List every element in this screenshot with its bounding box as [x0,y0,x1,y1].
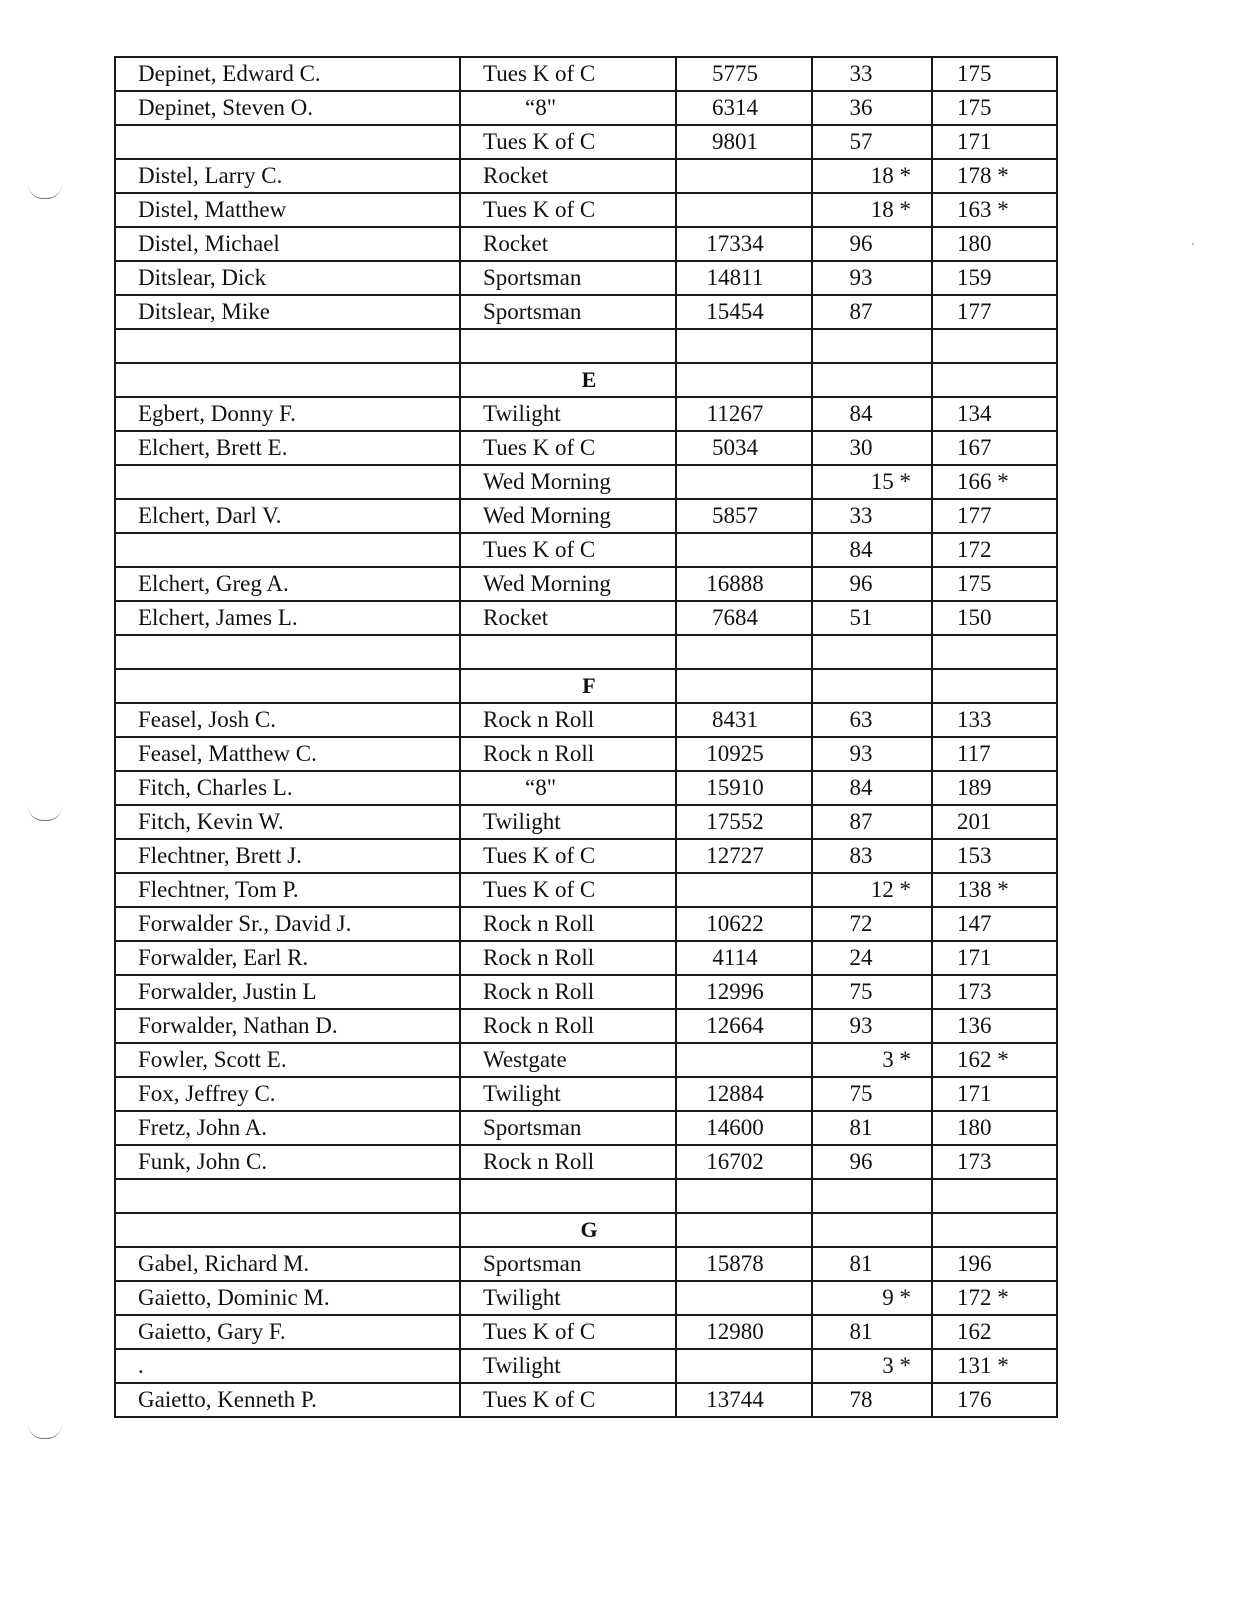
table-row [115,1247,1057,1281]
table-row [115,1043,1057,1077]
league-cell: Twilight [460,397,676,431]
average-cell: 177 [932,499,1057,533]
average-cell: 176 [932,1383,1057,1417]
bowler-name-cell: Depinet, Edward C. [115,57,460,91]
bowler-name-cell: Feasel, Matthew C. [115,737,460,771]
league-cell: Rocket [460,601,676,635]
total-pins-cell: 8431 [676,703,812,737]
empty-cell [676,635,812,669]
total-pins-cell: 15878 [676,1247,812,1281]
average-cell: 138 * [932,873,1057,907]
league-cell: “8" [460,771,676,805]
games-cell: 84 [812,397,932,431]
total-pins-cell: 5775 [676,57,812,91]
table-row [115,397,1057,431]
games-cell: 3 * [812,1043,932,1077]
games-cell: 33 [812,499,932,533]
empty-cell [812,669,932,703]
average-cell: 134 [932,397,1057,431]
games-cell: 3 * [812,1349,932,1383]
league-cell: Wed Morning [460,465,676,499]
games-cell: 12 * [812,873,932,907]
league-cell: Rocket [460,159,676,193]
league-cell: Twilight [460,1349,676,1383]
empty-cell [932,1213,1057,1247]
average-cell: 175 [932,57,1057,91]
average-cell: 173 [932,975,1057,1009]
empty-cell [676,329,812,363]
total-pins-cell: 4114 [676,941,812,975]
bowler-name-cell: Fox, Jeffrey C. [115,1077,460,1111]
empty-cell [932,329,1057,363]
average-cell: 175 [932,567,1057,601]
total-pins-cell: 17552 [676,805,812,839]
table-row [115,533,1057,567]
games-cell: 75 [812,975,932,1009]
total-pins-cell: 12980 [676,1315,812,1349]
bowler-name-cell: Ditslear, Mike [115,295,460,329]
average-cell: 201 [932,805,1057,839]
games-cell: 30 [812,431,932,465]
average-cell: 189 [932,771,1057,805]
empty-cell [676,363,812,397]
bowler-name-cell: Elchert, Greg A. [115,567,460,601]
games-cell: 72 [812,907,932,941]
games-cell: 18 * [812,193,932,227]
league-cell: Rock n Roll [460,737,676,771]
table-row [115,703,1057,737]
bowler-name-cell: Fitch, Charles L. [115,771,460,805]
total-pins-cell: 9801 [676,125,812,159]
section-letter: F [460,669,676,703]
league-cell: Westgate [460,1043,676,1077]
table-row [115,907,1057,941]
bowler-name-cell: Gaietto, Dominic M. [115,1281,460,1315]
league-cell: Rock n Roll [460,703,676,737]
league-cell: Wed Morning [460,567,676,601]
table-row [115,567,1057,601]
bowler-name-cell: Gaietto, Kenneth P. [115,1383,460,1417]
bowler-name-cell: Gaietto, Gary F. [115,1315,460,1349]
empty-cell [676,1179,812,1213]
section-header-row [115,363,1057,397]
games-cell: 84 [812,533,932,567]
bowler-name-cell [115,465,460,499]
total-pins-cell: 12996 [676,975,812,1009]
average-cell: 175 [932,91,1057,125]
bowler-name-cell: Feasel, Josh C. [115,703,460,737]
games-cell: 9 * [812,1281,932,1315]
games-cell: 93 [812,1009,932,1043]
hole-punch-mark-middle [28,806,62,821]
games-cell: 78 [812,1383,932,1417]
section-letter: E [460,363,676,397]
table-row [115,975,1057,1009]
league-cell: “8" [460,91,676,125]
bowler-name-cell: Elchert, Brett E. [115,431,460,465]
games-cell: 36 [812,91,932,125]
league-cell: Twilight [460,1077,676,1111]
total-pins-cell: 12884 [676,1077,812,1111]
total-pins-cell [676,533,812,567]
average-cell: 153 [932,839,1057,873]
league-cell: Tues K of C [460,839,676,873]
league-cell: Sportsman [460,1111,676,1145]
league-cell: Tues K of C [460,1383,676,1417]
bowler-name-cell: Forwalder, Nathan D. [115,1009,460,1043]
total-pins-cell: 15910 [676,771,812,805]
table-row [115,737,1057,771]
average-cell: 150 [932,601,1057,635]
table-row [115,771,1057,805]
total-pins-cell [676,159,812,193]
table-row [115,91,1057,125]
table-body [115,57,1057,1417]
bowler-name-cell: Fowler, Scott E. [115,1043,460,1077]
bowler-name-cell: Elchert, James L. [115,601,460,635]
table-row [115,873,1057,907]
league-cell: Rock n Roll [460,1009,676,1043]
empty-cell [812,635,932,669]
bowler-name-cell: Distel, Michael [115,227,460,261]
bowler-name-cell: Flechtner, Brett J. [115,839,460,873]
games-cell: 18 * [812,159,932,193]
average-cell: 171 [932,1077,1057,1111]
average-cell: 133 [932,703,1057,737]
games-cell: 24 [812,941,932,975]
total-pins-cell: 5034 [676,431,812,465]
total-pins-cell: 10925 [676,737,812,771]
bowler-name-cell: . [115,1349,460,1383]
league-cell: Rock n Roll [460,907,676,941]
total-pins-cell: 6314 [676,91,812,125]
games-cell: 81 [812,1111,932,1145]
empty-cell [115,635,460,669]
games-cell: 87 [812,805,932,839]
empty-cell [115,329,460,363]
empty-cell [115,669,460,703]
games-cell: 93 [812,261,932,295]
section-header-row [115,1213,1057,1247]
average-cell: 117 [932,737,1057,771]
league-cell: Sportsman [460,1247,676,1281]
total-pins-cell [676,1349,812,1383]
scan-speck [1192,243,1194,245]
bowler-name-cell [115,125,460,159]
table-row [115,1281,1057,1315]
table-row [115,431,1057,465]
table-row [115,193,1057,227]
league-cell: Tues K of C [460,193,676,227]
games-cell: 81 [812,1247,932,1281]
empty-cell [812,1213,932,1247]
games-cell: 83 [812,839,932,873]
games-cell: 15 * [812,465,932,499]
total-pins-cell: 16888 [676,567,812,601]
table-row [115,1009,1057,1043]
average-cell: 136 [932,1009,1057,1043]
table-row [115,805,1057,839]
league-cell: Tues K of C [460,533,676,567]
average-cell: 171 [932,941,1057,975]
table-row [115,295,1057,329]
average-cell: 177 [932,295,1057,329]
total-pins-cell: 13744 [676,1383,812,1417]
average-cell: 180 [932,227,1057,261]
empty-cell [115,1213,460,1247]
table-row [115,1077,1057,1111]
games-cell: 57 [812,125,932,159]
league-cell: Rock n Roll [460,1145,676,1179]
bowler-name-cell: Depinet, Steven O. [115,91,460,125]
table-row [115,1145,1057,1179]
total-pins-cell [676,465,812,499]
average-cell: 180 [932,1111,1057,1145]
table-row [115,601,1057,635]
league-cell: Tues K of C [460,1315,676,1349]
games-cell: 51 [812,601,932,635]
section-letter: G [460,1213,676,1247]
total-pins-cell: 11267 [676,397,812,431]
empty-cell [115,1179,460,1213]
games-cell: 63 [812,703,932,737]
empty-cell [932,363,1057,397]
games-cell: 33 [812,57,932,91]
empty-cell [460,1179,676,1213]
empty-cell [460,635,676,669]
average-cell: 163 * [932,193,1057,227]
bowler-name-cell: Ditslear, Dick [115,261,460,295]
table-row [115,227,1057,261]
league-cell: Wed Morning [460,499,676,533]
games-cell: 84 [812,771,932,805]
league-cell: Tues K of C [460,873,676,907]
empty-cell [676,669,812,703]
total-pins-cell [676,873,812,907]
bowler-name-cell: Fretz, John A. [115,1111,460,1145]
total-pins-cell [676,1043,812,1077]
empty-cell [812,1179,932,1213]
empty-cell [676,1213,812,1247]
table-row [115,941,1057,975]
bowler-name-cell: Distel, Larry C. [115,159,460,193]
table-row [115,125,1057,159]
bowler-name-cell: Elchert, Darl V. [115,499,460,533]
league-cell: Rock n Roll [460,941,676,975]
games-cell: 93 [812,737,932,771]
games-cell: 81 [812,1315,932,1349]
hole-punch-mark-top [28,184,62,199]
average-cell: 172 [932,533,1057,567]
section-header-row [115,669,1057,703]
table-row [115,159,1057,193]
league-cell: Rocket [460,227,676,261]
hole-punch-mark-bottom [28,1424,62,1439]
empty-cell [812,363,932,397]
bowler-name-cell: Forwalder Sr., David J. [115,907,460,941]
total-pins-cell: 12727 [676,839,812,873]
empty-cell [932,1179,1057,1213]
average-cell: 162 [932,1315,1057,1349]
games-cell: 96 [812,1145,932,1179]
table-row [115,839,1057,873]
bowler-name-cell: Egbert, Donny F. [115,397,460,431]
table-row [115,1111,1057,1145]
average-cell: 196 [932,1247,1057,1281]
empty-cell [460,329,676,363]
bowler-name-cell [115,533,460,567]
total-pins-cell: 12664 [676,1009,812,1043]
league-cell: Tues K of C [460,57,676,91]
league-cell: Rock n Roll [460,975,676,1009]
empty-cell [932,635,1057,669]
spacer-row [115,635,1057,669]
empty-cell [115,363,460,397]
games-cell: 87 [812,295,932,329]
bowler-name-cell: Forwalder, Justin L [115,975,460,1009]
bowler-name-cell: Forwalder, Earl R. [115,941,460,975]
league-cell: Sportsman [460,295,676,329]
average-cell: 131 * [932,1349,1057,1383]
league-cell: Tues K of C [460,125,676,159]
empty-cell [932,669,1057,703]
table-row [115,57,1057,91]
total-pins-cell: 14600 [676,1111,812,1145]
bowler-name-cell: Flechtner, Tom P. [115,873,460,907]
bowler-name-cell: Distel, Matthew [115,193,460,227]
games-cell: 96 [812,567,932,601]
spacer-row [115,1179,1057,1213]
table-row [115,465,1057,499]
bowler-name-cell: Gabel, Richard M. [115,1247,460,1281]
league-cell: Sportsman [460,261,676,295]
league-cell: Twilight [460,1281,676,1315]
empty-cell [812,329,932,363]
total-pins-cell [676,193,812,227]
games-cell: 96 [812,227,932,261]
average-cell: 178 * [932,159,1057,193]
games-cell: 75 [812,1077,932,1111]
average-cell: 162 * [932,1043,1057,1077]
total-pins-cell: 7684 [676,601,812,635]
total-pins-cell: 5857 [676,499,812,533]
league-cell: Twilight [460,805,676,839]
average-cell: 172 * [932,1281,1057,1315]
bowler-name-cell: Funk, John C. [115,1145,460,1179]
spacer-row [115,329,1057,363]
total-pins-cell: 14811 [676,261,812,295]
table-row [115,499,1057,533]
table-row [115,1383,1057,1417]
table-row [115,1315,1057,1349]
average-cell: 147 [932,907,1057,941]
table-row [115,1349,1057,1383]
average-cell: 166 * [932,465,1057,499]
average-cell: 167 [932,431,1057,465]
bowler-name-cell: Fitch, Kevin W. [115,805,460,839]
total-pins-cell [676,1281,812,1315]
total-pins-cell: 17334 [676,227,812,261]
average-cell: 171 [932,125,1057,159]
league-cell: Tues K of C [460,431,676,465]
total-pins-cell: 15454 [676,295,812,329]
total-pins-cell: 16702 [676,1145,812,1179]
total-pins-cell: 10622 [676,907,812,941]
bowler-average-table [114,56,1058,1418]
average-cell: 159 [932,261,1057,295]
table-row [115,261,1057,295]
average-cell: 173 [932,1145,1057,1179]
